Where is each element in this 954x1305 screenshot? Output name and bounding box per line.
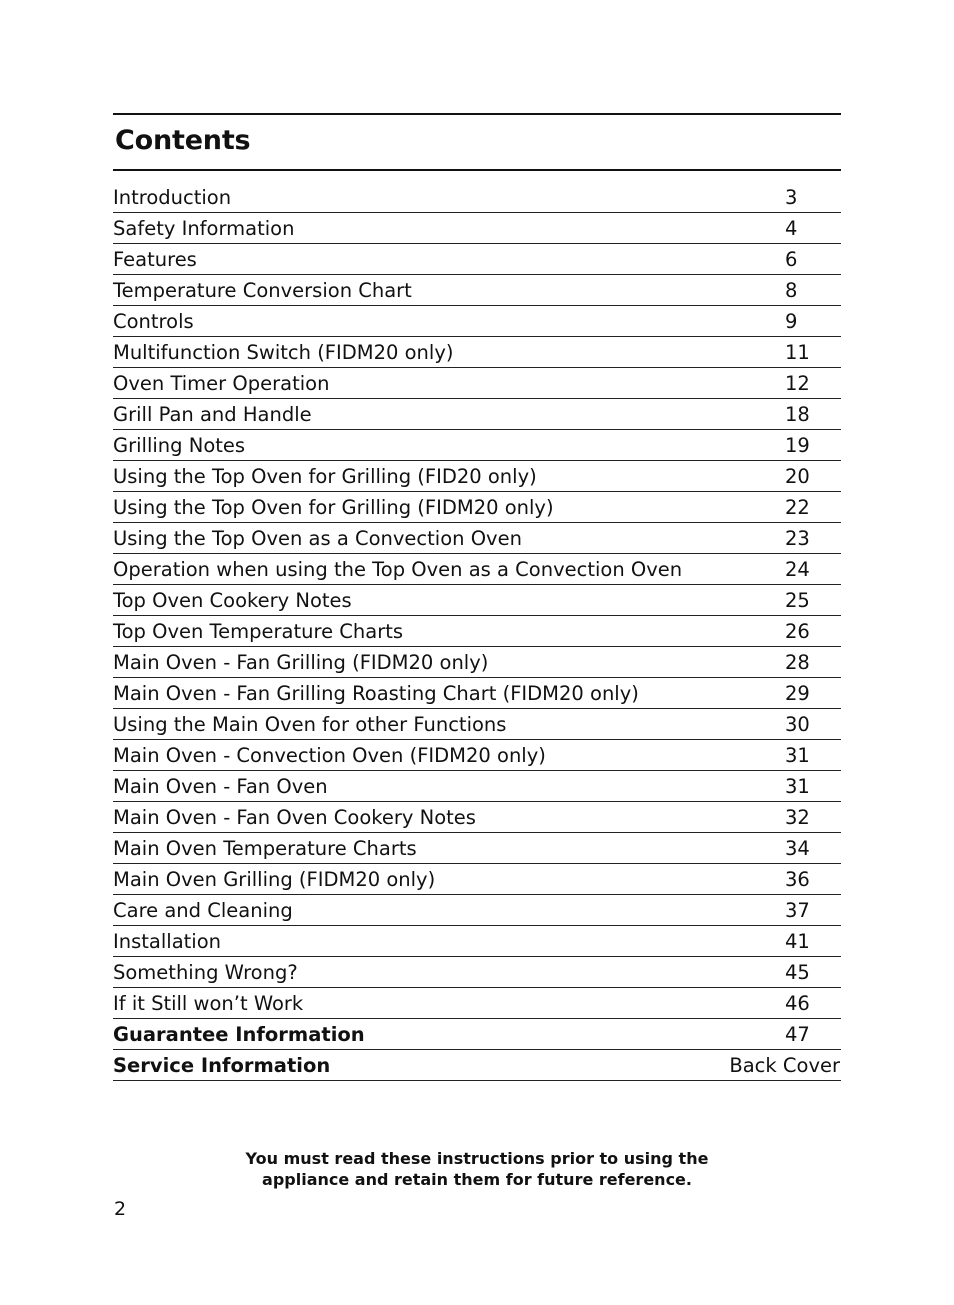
toc-entry[interactable] <box>113 182 841 213</box>
toc-entry-page: 45 <box>785 961 810 984</box>
toc-entry[interactable] <box>113 492 841 523</box>
table-of-contents <box>113 182 841 1081</box>
toc-entry-label: Top Oven Temperature Charts <box>113 620 404 643</box>
toc-entry-label: Grill Pan and Handle <box>113 403 312 426</box>
toc-entry-page: 30 <box>785 713 810 736</box>
toc-entry-page: 9 <box>785 310 798 333</box>
toc-entry-page: 23 <box>785 527 810 550</box>
contents-page <box>113 113 841 1081</box>
toc-entry-label: Installation <box>113 930 222 953</box>
toc-entry-page: 11 <box>785 341 810 364</box>
toc-entry-label: If it Still won’t Work <box>113 992 304 1015</box>
toc-entry-page: 18 <box>785 403 810 426</box>
toc-entry-page: 31 <box>785 744 810 767</box>
toc-entry-label: Main Oven - Convection Oven (FIDM20 only) <box>113 744 546 767</box>
toc-entry-label: Safety Information <box>113 217 295 240</box>
toc-entry-label: Main Oven Grilling (FIDM20 only) <box>113 868 436 891</box>
toc-entry-label: Using the Top Oven as a Convection Oven <box>113 527 522 550</box>
toc-entry[interactable] <box>113 399 841 430</box>
toc-entry-page: 6 <box>785 248 798 271</box>
toc-entry[interactable] <box>113 585 841 616</box>
page-title: Contents <box>115 125 251 156</box>
toc-entry-label: Temperature Conversion Chart <box>113 279 412 302</box>
toc-entry-label: Service Information <box>113 1054 331 1077</box>
toc-entry-label: Multifunction Switch (FIDM20 only) <box>113 341 454 364</box>
toc-entry[interactable] <box>113 244 841 275</box>
toc-entry-page: 19 <box>785 434 810 457</box>
toc-entry-page: 37 <box>785 899 810 922</box>
toc-entry-page: 36 <box>785 868 810 891</box>
toc-entry[interactable] <box>113 740 841 771</box>
toc-entry-page: 32 <box>785 806 810 829</box>
toc-entry-page: 3 <box>785 186 798 209</box>
toc-entry[interactable] <box>113 957 841 988</box>
toc-entry-label: Main Oven - Fan Oven <box>113 775 328 798</box>
toc-entry[interactable] <box>113 430 841 461</box>
notice-line: You must read these instructions prior to using the <box>245 1149 709 1168</box>
toc-entry[interactable] <box>113 337 841 368</box>
toc-entry-label: Something Wrong? <box>113 961 298 984</box>
toc-entry[interactable] <box>113 213 841 244</box>
toc-entry-page: 4 <box>785 217 798 240</box>
toc-entry[interactable] <box>113 988 841 1019</box>
toc-entry[interactable] <box>113 926 841 957</box>
toc-entry-label: Care and Cleaning <box>113 899 293 922</box>
toc-entry-label: Operation when using the Top Oven as a Convection Oven <box>113 558 683 581</box>
toc-entry-label: Main Oven - Fan Grilling Roasting Chart (FIDM20 only) <box>113 682 639 705</box>
toc-entry[interactable] <box>113 864 841 895</box>
toc-entry[interactable] <box>113 554 841 585</box>
toc-entry[interactable] <box>113 306 841 337</box>
toc-entry[interactable] <box>113 771 841 802</box>
toc-entry-page: 28 <box>785 651 810 674</box>
title-rule <box>113 169 841 171</box>
toc-entry-label: Oven Timer Operation <box>113 372 330 395</box>
toc-entry-label: Main Oven Temperature Charts <box>113 837 417 860</box>
toc-entry-label: Top Oven Cookery Notes <box>113 589 352 612</box>
toc-entry-page: 8 <box>785 279 798 302</box>
toc-entry-page: 29 <box>785 682 810 705</box>
toc-entry[interactable] <box>113 1050 841 1081</box>
toc-entry[interactable] <box>113 523 841 554</box>
toc-entry[interactable] <box>113 678 841 709</box>
toc-entry-label: Main Oven - Fan Oven Cookery Notes <box>113 806 476 829</box>
toc-entry-page: Back Cover <box>729 1054 840 1077</box>
toc-entry[interactable] <box>113 895 841 926</box>
toc-entry-label: Guarantee Information <box>113 1023 365 1046</box>
toc-entry-label: Main Oven - Fan Grilling (FIDM20 only) <box>113 651 489 674</box>
toc-entry[interactable] <box>113 461 841 492</box>
toc-entry[interactable] <box>113 833 841 864</box>
toc-entry-label: Using the Main Oven for other Functions <box>113 713 507 736</box>
toc-entry-page: 26 <box>785 620 810 643</box>
toc-entry-page: 24 <box>785 558 810 581</box>
toc-entry-page: 25 <box>785 589 810 612</box>
toc-entry-page: 20 <box>785 465 810 488</box>
toc-entry-page: 12 <box>785 372 810 395</box>
toc-entry-page: 46 <box>785 992 810 1015</box>
toc-entry-label: Features <box>113 248 197 271</box>
toc-entry-page: 22 <box>785 496 810 519</box>
toc-entry-page: 41 <box>785 930 810 953</box>
toc-entry-label: Using the Top Oven for Grilling (FID20 only) <box>113 465 537 488</box>
toc-entry-label: Controls <box>113 310 194 333</box>
toc-entry-label: Grilling Notes <box>113 434 246 457</box>
page-number: 2 <box>114 1198 127 1220</box>
toc-entry[interactable] <box>113 647 841 678</box>
toc-entry-label: Introduction <box>113 186 232 209</box>
toc-entry-label: Using the Top Oven for Grilling (FIDM20 only) <box>113 496 554 519</box>
toc-entry-page: 34 <box>785 837 810 860</box>
toc-entry[interactable] <box>113 616 841 647</box>
toc-entry[interactable] <box>113 802 841 833</box>
read-instructions-notice <box>0 1148 954 1190</box>
toc-entry[interactable] <box>113 1019 841 1050</box>
toc-entry[interactable] <box>113 709 841 740</box>
toc-entry[interactable] <box>113 368 841 399</box>
notice-line: appliance and retain them for future reference. <box>262 1170 692 1189</box>
toc-entry-page: 47 <box>785 1023 810 1046</box>
toc-entry[interactable] <box>113 275 841 306</box>
toc-entry-page: 31 <box>785 775 810 798</box>
